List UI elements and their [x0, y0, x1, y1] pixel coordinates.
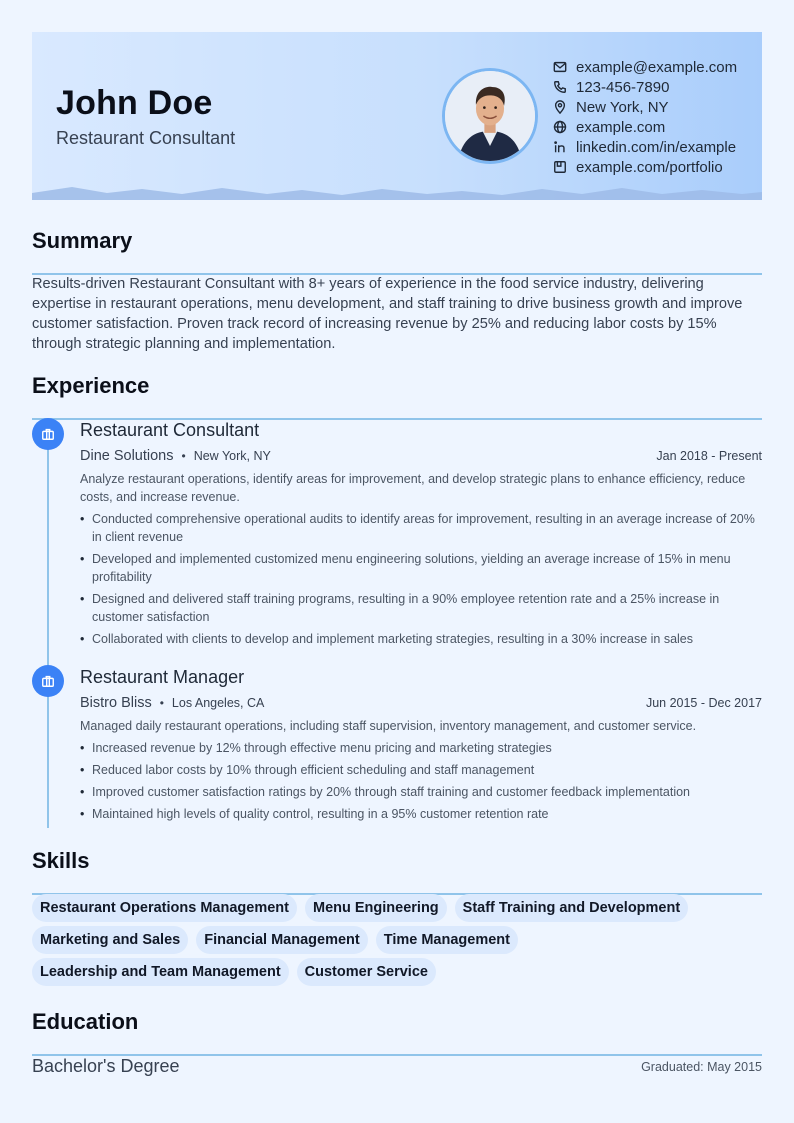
job-achievements	[80, 510, 762, 648]
job-title: Restaurant Manager	[80, 667, 245, 687]
contact-list	[552, 57, 737, 177]
experience-heading: Experience	[32, 373, 150, 398]
bullet-separator: •	[159, 696, 164, 710]
summary-text: Results-driven Restaurant Consultant with 8+ years of experience in the food service industry, delivering expertise in restaurant operations, menu development, and staff training to drive business growth and improve customer satisfaction. Proven track record of increasing revenue by 25% and reducing labor costs by 15% through strategic planning and implementation.	[32, 276, 743, 352]
globe-icon	[552, 119, 568, 135]
contact-email-text: example@example.com	[576, 58, 738, 76]
achievement-item: • Improved customer satisfaction ratings by 20% through staff training and customer feedback implementation	[80, 783, 762, 801]
skill-chip: Staff Training and Development	[455, 894, 689, 922]
contact-linkedin[interactable]	[552, 137, 737, 157]
job-entry	[80, 667, 762, 827]
job-company: Bistro Bliss	[80, 695, 152, 711]
contact-website-text: example.com	[576, 118, 666, 136]
job-location: Los Angeles, CA	[171, 696, 265, 710]
job-entry	[80, 420, 762, 652]
job-description: Managed daily restaurant operations, including staff supervision, inventory management, and customer service.	[80, 719, 697, 733]
achievement-item: • Maintained high levels of quality control, resulting in a 95% customer retention rate	[80, 805, 762, 823]
job-meta	[80, 694, 762, 712]
contact-phone[interactable]	[552, 77, 737, 97]
job-meta	[80, 447, 762, 465]
degree-name: Bachelor's Degree	[32, 1056, 180, 1076]
briefcase-icon	[32, 665, 64, 697]
job-dates: Jan 2018 - Present	[656, 449, 762, 463]
job-description: Analyze restaurant operations, identify areas for improvement, and develop strategic plans to enhance efficiency, reduce costs, and increase revenue.	[80, 472, 746, 504]
skill-chip: Marketing and Sales	[32, 926, 188, 954]
contact-linkedin-text: linkedin.com/in/example	[576, 138, 737, 156]
job-achievements	[80, 739, 762, 823]
person-portrait-icon	[445, 71, 535, 161]
resume-page	[32, 32, 762, 1076]
location-pin-icon	[552, 99, 568, 115]
contact-location	[552, 97, 737, 117]
linkedin-icon	[552, 139, 568, 155]
briefcase-icon	[32, 418, 64, 450]
achievement-item: • Conducted comprehensive operational audits to identify areas for improvement, resulting in an average increase of 20% in client revenue	[80, 510, 762, 546]
contact-phone-text: 123-456-7890	[576, 78, 670, 96]
graduation-date: Graduated: May 2015	[641, 1059, 762, 1074]
skill-chip: Menu Engineering	[305, 894, 447, 922]
achievement-item: • Increased revenue by 12% through effective menu pricing and marketing strategies	[80, 739, 762, 757]
skill-chip: Restaurant Operations Management	[32, 894, 297, 922]
portfolio-icon	[552, 159, 568, 175]
summary-heading: Summary	[32, 228, 133, 253]
profile-photo	[442, 68, 538, 164]
achievement-item: • Reduced labor costs by 10% through efficient scheduling and staff management	[80, 761, 762, 779]
skill-chip: Leadership and Team Management	[32, 958, 289, 986]
achievement-item: • Collaborated with clients to develop and implement marketing strategies, resulting in a 30% increase in sales	[80, 630, 762, 648]
contact-location-text: New York, NY	[576, 98, 669, 116]
skills-list	[32, 894, 762, 990]
bullet-separator: •	[181, 449, 186, 463]
candidate-name: John Doe	[56, 84, 213, 122]
header-wave-decoration	[32, 182, 762, 200]
achievement-item: • Designed and delivered staff training programs, resulting in a 90% employee retention rate and a 25% increase in customer satisfaction	[80, 590, 762, 626]
job-dates: Jun 2015 - Dec 2017	[645, 696, 762, 710]
phone-icon	[552, 79, 568, 95]
candidate-title: Restaurant Consultant	[56, 128, 236, 148]
contact-website[interactable]	[552, 117, 737, 137]
job-title: Restaurant Consultant	[80, 420, 260, 440]
skill-chip: Time Management	[376, 926, 518, 954]
mail-icon	[552, 59, 568, 75]
contact-portfolio[interactable]	[552, 157, 737, 177]
skill-chip: Financial Management	[196, 926, 368, 954]
job-company: Dine Solutions	[80, 448, 174, 464]
skill-chip: Customer Service	[297, 958, 436, 986]
education-heading: Education	[32, 1009, 139, 1034]
contact-portfolio-text: example.com/portfolio	[576, 158, 723, 176]
education-entry	[32, 1056, 762, 1077]
skills-heading: Skills	[32, 848, 90, 873]
job-location: New York, NY	[193, 449, 271, 463]
resume-header	[32, 32, 762, 200]
contact-email[interactable]	[552, 57, 737, 77]
experience-timeline	[47, 432, 49, 828]
achievement-item: • Developed and implemented customized menu engineering solutions, yielding an average increase of 15% in menu profitability	[80, 550, 762, 586]
